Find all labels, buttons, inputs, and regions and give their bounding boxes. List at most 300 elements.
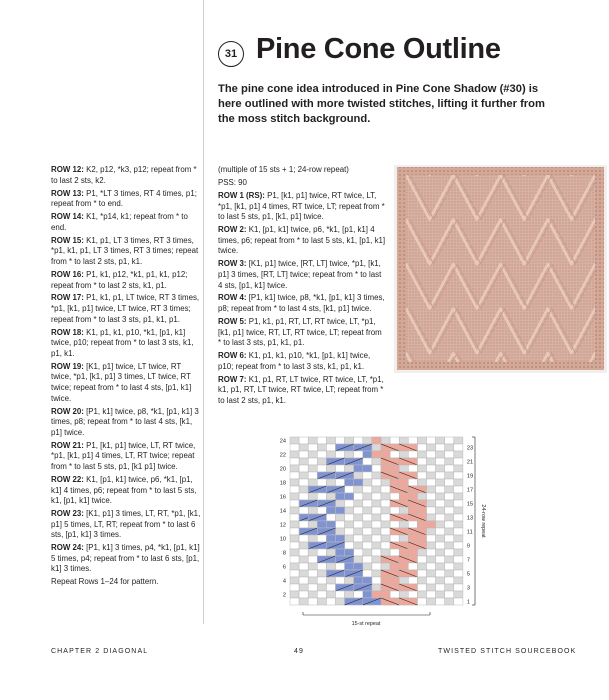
- left-row-instruction: [51, 543, 201, 575]
- chart-cell: [390, 549, 399, 556]
- chart-cell: [436, 570, 445, 577]
- chart-cell: [363, 500, 372, 507]
- chart-row-number-right: 13: [466, 515, 474, 522]
- chart-cell: [417, 493, 426, 500]
- chart-cell: [372, 500, 381, 507]
- chart-cell: [454, 549, 463, 556]
- chart-cell: [417, 479, 426, 486]
- chart-cell: [345, 549, 354, 556]
- chart-row-number-right: 19: [466, 473, 474, 480]
- chart-cell: [408, 535, 417, 542]
- chart-cell: [390, 563, 399, 570]
- chart-cell: [427, 514, 436, 521]
- row-text: K1, p1, LT 3 times, RT 3 times, *p1, k1, p1, LT 3 times, RT 3 times; repeat from * to last 2 sts, p1, k1.: [51, 235, 199, 266]
- chart-cell: [454, 598, 463, 605]
- chart-cell: [326, 493, 335, 500]
- row-label: ROW 23:: [51, 509, 84, 519]
- chart-cell: [399, 563, 408, 570]
- row-label: ROW 21:: [51, 440, 84, 450]
- chart-cell: [345, 437, 354, 444]
- chart-cell: [308, 591, 317, 598]
- chart-cell: [317, 577, 326, 584]
- chart-cell: [317, 563, 326, 570]
- chart-cell: [354, 493, 363, 500]
- chart-cell: [345, 493, 354, 500]
- chart-cell: [290, 556, 299, 563]
- chart-cell: [390, 577, 399, 584]
- chart-cell: [299, 563, 308, 570]
- right-row-instruction: [218, 225, 386, 257]
- row-label: ROW 18:: [51, 327, 84, 337]
- chart-row-number-left: 22: [279, 452, 286, 459]
- chart-cell: [299, 591, 308, 598]
- chart-cell: [336, 577, 345, 584]
- chart-cell: [372, 465, 381, 472]
- chart-row-number-left: 8: [282, 550, 286, 557]
- row-text: P1, *LT 3 times, RT 4 times, p1; repeat from * to end.: [51, 188, 197, 209]
- chart-cell: [454, 472, 463, 479]
- chart-cell: [436, 465, 445, 472]
- chart-cell: [381, 528, 390, 535]
- chart-cell: [317, 437, 326, 444]
- row-repeat-label: 24-row repeat: [480, 504, 486, 538]
- row-label: ROW 17:: [51, 293, 84, 303]
- chart-cell: [363, 465, 372, 472]
- chart-cell: [290, 577, 299, 584]
- chart-cell: [399, 577, 408, 584]
- chart-cell: [399, 479, 408, 486]
- chart-cell: [454, 479, 463, 486]
- chart-cell: [336, 535, 345, 542]
- right-row-instruction: [218, 259, 386, 291]
- left-row-instruction: [51, 236, 201, 268]
- chart-cell: [445, 437, 454, 444]
- left-row-instruction: [51, 407, 201, 439]
- row-label: ROW 14:: [51, 212, 84, 222]
- chart-cell: [372, 584, 381, 591]
- chart-cell: [436, 563, 445, 570]
- chart-cell: [345, 563, 354, 570]
- chart-cell: [417, 556, 426, 563]
- chart-cell: [363, 528, 372, 535]
- instructions-left-column: [51, 165, 201, 590]
- chart-cell: [399, 465, 408, 472]
- left-row-instruction: [51, 328, 201, 360]
- chart-cell: [408, 437, 417, 444]
- chart-cell: [363, 472, 372, 479]
- chart-cell: [345, 486, 354, 493]
- chart-cell: [417, 451, 426, 458]
- chart-cell: [354, 479, 363, 486]
- chart-row-number-right: 1: [466, 599, 471, 606]
- chart-cell: [290, 500, 299, 507]
- chart-cell: [326, 465, 335, 472]
- chart-cell: [372, 570, 381, 577]
- chart-cell: [454, 556, 463, 563]
- chart-cell: [445, 535, 454, 542]
- chart-cell: [408, 479, 417, 486]
- left-row-instruction: [51, 212, 201, 233]
- chart-cell: [436, 591, 445, 598]
- chart-cell: [336, 521, 345, 528]
- chart-cell: [399, 507, 408, 514]
- chart-cell: [454, 535, 463, 542]
- chart-cell: [354, 486, 363, 493]
- chart-cell: [345, 542, 354, 549]
- chart-cell: [417, 570, 426, 577]
- chart-cell: [363, 521, 372, 528]
- chart-cell: [363, 542, 372, 549]
- stitch-repeat-label: 15-st repeat: [351, 621, 381, 627]
- chart-cell: [290, 528, 299, 535]
- chart-cell: [354, 507, 363, 514]
- chart-cell: [436, 451, 445, 458]
- chart-cell: [290, 444, 299, 451]
- chart-cell: [372, 514, 381, 521]
- chart-cell: [345, 479, 354, 486]
- row-label: ROW 7:: [218, 374, 247, 384]
- chart-cell: [317, 598, 326, 605]
- chart-cell: [326, 444, 335, 451]
- footer-chapter: CHAPTER 2 DIAGONAL: [51, 648, 149, 655]
- chart-cell: [408, 507, 417, 514]
- chart-cell: [399, 437, 408, 444]
- chart-cell: [445, 521, 454, 528]
- chart-cell: [336, 528, 345, 535]
- chart-cell: [445, 591, 454, 598]
- chart-cell: [354, 437, 363, 444]
- chart-cell: [454, 563, 463, 570]
- chart-cell: [399, 451, 408, 458]
- chart-cell: [390, 535, 399, 542]
- chart-cell: [372, 563, 381, 570]
- chart-cell: [290, 521, 299, 528]
- chart-cell: [417, 465, 426, 472]
- chart-cell: [317, 584, 326, 591]
- page-title: Pine Cone Outline: [256, 33, 501, 65]
- chart-cell: [290, 549, 299, 556]
- chart-cell: [454, 500, 463, 507]
- chart-cell: [372, 444, 381, 451]
- chart-cell: [354, 549, 363, 556]
- chart-cell: [381, 507, 390, 514]
- chart-cell: [299, 570, 308, 577]
- chart-cell: [317, 549, 326, 556]
- right-row-instruction: [218, 317, 386, 349]
- row-text: K1, p1, k1, p10, *k1, [p1, k1] twice, p10; repeat from * to last 3 sts, k1, p1, k1.: [51, 327, 194, 358]
- chart-cell: [299, 486, 308, 493]
- chart-cell: [436, 437, 445, 444]
- chart-cell: [399, 535, 408, 542]
- row-text: (multiple of 15 sts + 1; 24-row repeat): [218, 165, 349, 174]
- chart-cell: [445, 444, 454, 451]
- chart-cell: [408, 521, 417, 528]
- chart-cell: [326, 437, 335, 444]
- chart-cell: [381, 563, 390, 570]
- chart-cell: [345, 500, 354, 507]
- chart-cell: [417, 507, 426, 514]
- pattern-number-badge: 31: [218, 41, 244, 67]
- chart-cell: [299, 577, 308, 584]
- chart-cell: [336, 507, 345, 514]
- chart-cell: [317, 535, 326, 542]
- chart-cell: [390, 451, 399, 458]
- row-text: [K1, p1] 3 times, LT, RT, *p1, [k1, p1] 5 times, LT, RT; repeat from * to last 6 sts, [p1, k1] 3 times.: [51, 509, 201, 540]
- chart-cell: [436, 444, 445, 451]
- chart-cell: [299, 549, 308, 556]
- left-row-instruction: [51, 293, 201, 325]
- chart-cell: [290, 472, 299, 479]
- chart-cell: [363, 591, 372, 598]
- row-label: ROW 16:: [51, 269, 84, 279]
- row-label: ROW 19:: [51, 361, 84, 371]
- chart-cell: [354, 521, 363, 528]
- chart-cell: [427, 556, 436, 563]
- chart-cell: [445, 549, 454, 556]
- chart-cell: [381, 493, 390, 500]
- chart-cell: [427, 598, 436, 605]
- chart-cell: [417, 535, 426, 542]
- left-row-instruction: [51, 270, 201, 291]
- row-text: P1, k1, p1, RT, LT, RT twice, LT, *p1, [k1, p1] twice, RT, LT, RT twice, LT; repeat from * to last 3 sts, p1, k1, p1.: [218, 317, 382, 348]
- left-row-instruction: [51, 362, 201, 404]
- row-label: ROW 1 (RS):: [218, 190, 265, 200]
- chart-cell: [454, 542, 463, 549]
- chart-cell: [372, 486, 381, 493]
- chart-cell: [317, 479, 326, 486]
- chart-cell: [390, 521, 399, 528]
- left-row-instruction: [51, 475, 201, 507]
- chart-cell: [372, 493, 381, 500]
- chart-cell: [354, 465, 363, 472]
- chart-cell: [290, 563, 299, 570]
- chart-cell: [417, 549, 426, 556]
- chart-cell: [381, 549, 390, 556]
- left-row-instruction: [51, 577, 201, 588]
- right-row-instruction: [218, 293, 386, 314]
- chart-cell: [372, 556, 381, 563]
- chart-cell: [454, 528, 463, 535]
- chart-cell: [290, 542, 299, 549]
- chart-cell: [299, 444, 308, 451]
- row-text: P1, k1, p1, LT twice, RT 3 times, *p1, [k1, p1] twice, LT twice, RT 3 times; repeat from * to last 3 sts, p1, k1, p1.: [51, 293, 200, 324]
- chart-cell: [299, 465, 308, 472]
- chart-cell: [363, 486, 372, 493]
- chart-cell: [445, 514, 454, 521]
- chart-cell: [445, 570, 454, 577]
- chart-cell: [454, 570, 463, 577]
- chart-cell: [363, 451, 372, 458]
- chart-cell: [408, 591, 417, 598]
- chart-cell: [308, 584, 317, 591]
- row-label: ROW 2:: [218, 225, 247, 235]
- chart-cell: [290, 493, 299, 500]
- chart-cell: [299, 507, 308, 514]
- chart-cell: [417, 472, 426, 479]
- chart-cell: [390, 479, 399, 486]
- chart-cell: [381, 451, 390, 458]
- chart-row-number-left: 24: [279, 438, 286, 445]
- stitch-chart: [270, 433, 484, 633]
- chart-cell: [454, 437, 463, 444]
- chart-cell: [454, 584, 463, 591]
- chart-cell: [445, 486, 454, 493]
- swatch-photo: [394, 165, 607, 373]
- chart-cell: [417, 591, 426, 598]
- chart-cell: [436, 500, 445, 507]
- row-text: K1, [p1, k1] twice, p6, *k1, [p1, k1] 4 times, p6; repeat from * to last 5 sts, k1, [p1, k1] twice.: [51, 474, 197, 506]
- chart-cell: [427, 458, 436, 465]
- chart-cell: [436, 486, 445, 493]
- chart-cell: [326, 549, 335, 556]
- chart-cell: [408, 577, 417, 584]
- chart-cell: [427, 584, 436, 591]
- chart-cell: [290, 465, 299, 472]
- chart-cell: [372, 577, 381, 584]
- chart-cell: [336, 437, 345, 444]
- footer-book-title: TWISTED STITCH SOURCEBOOK: [438, 648, 577, 655]
- chart-cell: [427, 465, 436, 472]
- chart-cell: [427, 486, 436, 493]
- row-text: PSS: 90: [218, 177, 247, 187]
- chart-cell: [290, 535, 299, 542]
- chart-cell: [354, 542, 363, 549]
- chart-cell: [326, 514, 335, 521]
- chart-cell: [299, 598, 308, 605]
- row-text: K1, p1, k1, p10, *k1, [p1, k1] twice, p10; repeat from * to last 3 sts, k1, p1, k1.: [218, 351, 371, 371]
- chart-cell: [417, 563, 426, 570]
- chart-row-number-left: 4: [282, 578, 286, 585]
- chart-cell: [299, 472, 308, 479]
- chart-cell: [299, 451, 308, 458]
- chart-cell: [363, 458, 372, 465]
- chart-cell: [372, 437, 381, 444]
- chart-cell: [326, 479, 335, 486]
- chart-cell: [372, 549, 381, 556]
- chart-cell: [345, 521, 354, 528]
- intro-paragraph: The pine cone idea introduced in Pine Cone Shadow (#30) is here outlined with more twisted stitches, lifting it further from the moss stitch background.: [218, 83, 545, 125]
- row-text: P1, [k1, p1] twice, RT twice, LT, *p1, [k1, p1] 4 times, RT twice, LT; repeat from * to last 5 sts, p1, [k1, p1] twice.: [218, 190, 385, 222]
- chart-cell: [445, 465, 454, 472]
- chart-row-number-right: 7: [466, 557, 471, 564]
- row-label: ROW 15:: [51, 235, 84, 245]
- chart-cell: [336, 591, 345, 598]
- chart-cell: [408, 465, 417, 472]
- chart-cell: [290, 451, 299, 458]
- swatch-illustration: [394, 165, 607, 373]
- chart-cell: [408, 451, 417, 458]
- chart-cell: [427, 542, 436, 549]
- chart-cell: [427, 451, 436, 458]
- chart-cell: [299, 493, 308, 500]
- chart-cell: [427, 479, 436, 486]
- chart-cell: [454, 591, 463, 598]
- chart-cell: [363, 437, 372, 444]
- chart-cell: [390, 591, 399, 598]
- chart-cell: [290, 458, 299, 465]
- chart-cell: [436, 535, 445, 542]
- chart-row-number-left: 20: [279, 466, 286, 473]
- chart-cell: [290, 570, 299, 577]
- chart-cell: [445, 479, 454, 486]
- chart-cell: [381, 542, 390, 549]
- chart-cell: [372, 479, 381, 486]
- chart-cell: [308, 521, 317, 528]
- chart-cell: [427, 444, 436, 451]
- chart-cell: [417, 598, 426, 605]
- chart-cell: [454, 577, 463, 584]
- chart-cell: [381, 465, 390, 472]
- chart-cell: [436, 521, 445, 528]
- row-text: K1, [p1, k1] twice, p6, *k1, [p1, k1] 4 times, p6; repeat from * to last 5 sts, k1, [p1, k1] twice.: [218, 225, 386, 256]
- row-label: ROW 4:: [218, 293, 247, 303]
- chart-cell: [308, 556, 317, 563]
- chart-cell: [354, 535, 363, 542]
- chart-cell: [299, 479, 308, 486]
- chart-cell: [308, 451, 317, 458]
- chart-cell: [345, 465, 354, 472]
- chart-cell: [345, 535, 354, 542]
- left-row-instruction: [51, 441, 201, 473]
- left-row-instruction: [51, 509, 201, 541]
- chart-cell: [427, 507, 436, 514]
- right-row-instruction: [218, 191, 386, 223]
- row-text: K1, *p14, k1; repeat from * to end.: [51, 212, 188, 232]
- chart-cell: [454, 514, 463, 521]
- chart-cell: [427, 437, 436, 444]
- chart-cell: [363, 556, 372, 563]
- footer-page-number: 49: [294, 648, 304, 655]
- chart-cell: [381, 479, 390, 486]
- chart-cell: [454, 493, 463, 500]
- chart-cell: [336, 465, 345, 472]
- chart-cell: [427, 472, 436, 479]
- chart-cell: [436, 528, 445, 535]
- chart-cell: [363, 549, 372, 556]
- chart-cell: [445, 472, 454, 479]
- chart-cell: [317, 591, 326, 598]
- chart-cell: [445, 458, 454, 465]
- chart-cell: [417, 584, 426, 591]
- chart-cell: [381, 486, 390, 493]
- chart-cell: [354, 591, 363, 598]
- chart-cell: [445, 500, 454, 507]
- chart-cell: [436, 556, 445, 563]
- instructions-right-column: [218, 165, 386, 409]
- chart-cell: [381, 500, 390, 507]
- chart-cell: [454, 451, 463, 458]
- row-text: K2, p12, *k3, p12; repeat from * to last 2 sts, k2.: [51, 165, 197, 185]
- chart-cell: [399, 493, 408, 500]
- row-label: ROW 6:: [218, 351, 247, 361]
- chart-cell: [427, 535, 436, 542]
- chart-cell: [326, 584, 335, 591]
- chart-cell: [326, 591, 335, 598]
- right-row-instruction: [218, 165, 386, 176]
- chart-cell: [363, 514, 372, 521]
- row-text: [P1, k1] 3 times, p4, *k1, [p1, k1] 5 times, p4; repeat from * to last 6 sts, [p1, k1] 3 times.: [51, 543, 200, 574]
- chart-cell: [308, 577, 317, 584]
- chart-cell: [326, 535, 335, 542]
- row-label: ROW 13:: [51, 188, 84, 198]
- chart-cell: [290, 507, 299, 514]
- chart-cell: [408, 493, 417, 500]
- chart-cell: [363, 563, 372, 570]
- chart-cell: [454, 521, 463, 528]
- row-text: P1, k1, p12, *k1, p1, k1, p12; repeat from * to last 2 sts, k1, p1.: [51, 269, 188, 290]
- chart-cell: [326, 598, 335, 605]
- chart-cell: [454, 458, 463, 465]
